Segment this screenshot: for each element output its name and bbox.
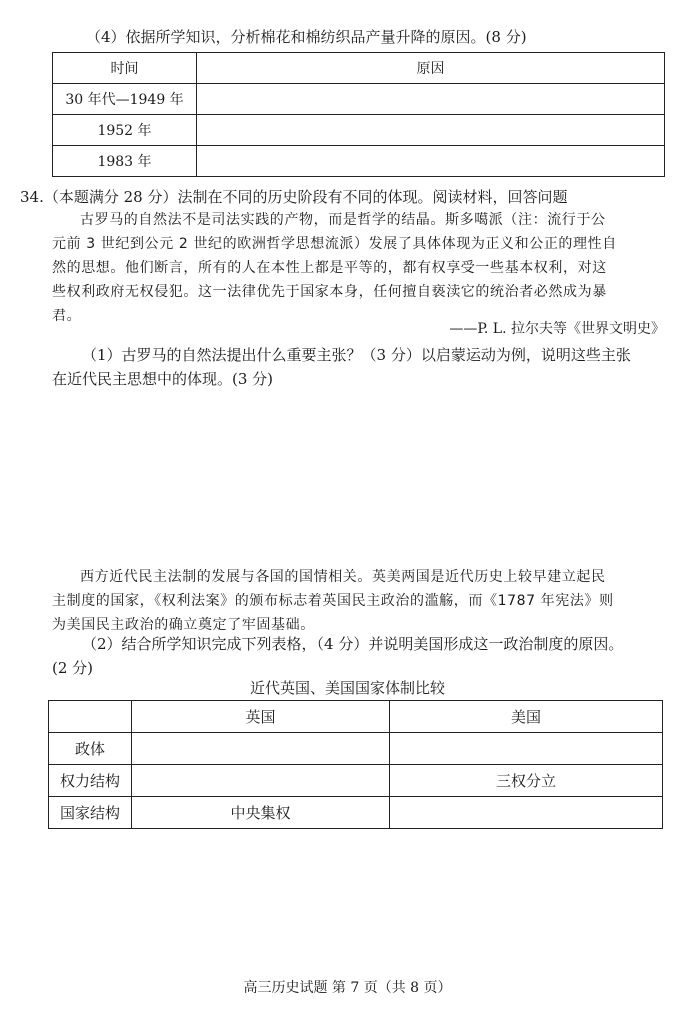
page-footer: 高三历史试题 第 7 页（共 8 页）	[243, 980, 452, 996]
material-source: ——P. L. 拉尔夫等《世界文明史》	[449, 321, 665, 337]
answer-blank-cell[interactable]	[197, 115, 665, 146]
material-2	[52, 565, 668, 637]
material-line: 些权利政府无权侵犯。这一法律优先于国家本身，任何擅自亵渎它的统治者必然成为暴	[52, 284, 607, 300]
period-cell: 30 年代—1949 年	[53, 84, 197, 115]
answer-blank-cell[interactable]	[197, 84, 665, 115]
question-34-title: 34.（本题满分 28 分）法制在不同的历史阶段有不同的体现。阅读材料，回答问题	[20, 188, 568, 206]
uk-cell: 中央集权	[132, 797, 390, 829]
table-row	[49, 733, 663, 765]
header-blank	[49, 701, 132, 733]
header-uk: 英国	[132, 701, 390, 733]
material-line: 西方近代民主法制的发展与各国的国情相关。英美两国是近代历史上较早建立起民	[80, 569, 606, 585]
material-line: 君。	[52, 308, 82, 324]
material-line: 古罗马的自然法不是司法实践的产物，而是哲学的结晶。斯多噶派（注：流行于公	[80, 212, 606, 228]
row-label: 政体	[49, 733, 132, 765]
table-row	[53, 84, 665, 115]
table-caption: 近代英国、美国国家体制比较	[249, 679, 445, 697]
material-line: 主制度的国家，《权利法案》的颁布标志着英国民主政治的滥觞，而《1787 年宪法》则	[52, 593, 614, 609]
material-line: 为美国民主政治的确立奠定了牢固基础。	[52, 617, 315, 633]
period-cell: 1983 年	[53, 146, 197, 177]
header-reason: 原因	[197, 53, 665, 84]
us-cell[interactable]	[390, 733, 663, 765]
row-label: 权力结构	[49, 765, 132, 797]
header-time: 时间	[53, 53, 197, 84]
question-line: （2）结合所学知识完成下列表格，（4 分）并说明美国形成这一政治制度的原因。	[82, 635, 624, 653]
question-line: 在近代民主思想中的体现。(3 分)	[52, 370, 274, 388]
us-cell[interactable]	[390, 797, 663, 829]
material-1	[52, 208, 666, 328]
table-row	[53, 115, 665, 146]
table-row	[49, 765, 663, 797]
uk-cell[interactable]	[132, 733, 390, 765]
header-us: 美国	[390, 701, 663, 733]
uk-cell[interactable]	[132, 765, 390, 797]
row-label: 国家结构	[49, 797, 132, 829]
table-row	[53, 146, 665, 177]
question-line: （1）古罗马的自然法提出什么重要主张？（3 分）以启蒙运动为例，说明这些主张	[82, 346, 631, 364]
us-cell: 三权分立	[390, 765, 663, 797]
table-header-row	[53, 53, 665, 84]
material-line: 然的思想。他们断言，所有的人在本性上都是平等的，都有权享受一些基本权利，对这	[52, 260, 607, 276]
uk-us-comparison-table	[48, 700, 663, 829]
question-line: (2 分)	[52, 659, 94, 677]
sub-question-1	[52, 343, 668, 391]
table-header-row	[49, 701, 663, 733]
cotton-reasons-table	[52, 52, 665, 177]
question-4-prompt: （4）依据所学知识，分析棉花和棉纺织品产量升降的原因。(8 分)	[86, 28, 527, 46]
period-cell: 1952 年	[53, 115, 197, 146]
sub-question-2	[52, 632, 672, 680]
material-line: 元前 3 世纪到公元 2 世纪的欧洲哲学思想流派）发展了具体体现为正义和公正的理性自	[52, 236, 617, 252]
answer-blank-cell[interactable]	[197, 146, 665, 177]
table-row	[49, 797, 663, 829]
